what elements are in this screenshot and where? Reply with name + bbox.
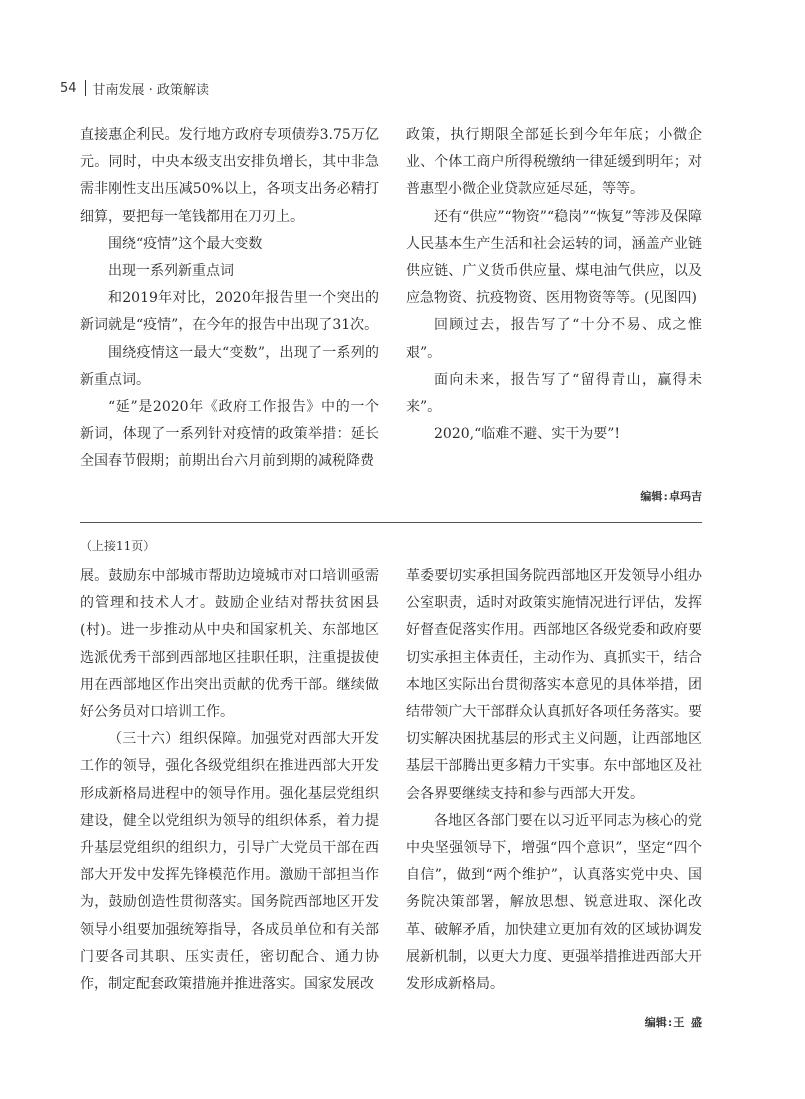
- editor-credit: 编辑:卓玛吉: [640, 490, 702, 503]
- page-header: [60, 78, 209, 98]
- bottom-left-column: [80, 563, 379, 998]
- section-divider: [80, 522, 702, 523]
- editor-credit: 编辑:王 盛: [644, 1016, 702, 1029]
- subheading: 围绕“疫情”这个最大变数: [108, 235, 263, 252]
- top-right-column: [406, 122, 702, 448]
- paragraph: 革委要切实承担国务院西部地区开发领导小组办公室职责，适时对政策实施情况进行评估，发挥好督查促落实作用。西部地区各级党委和政府要切实承担主体责任，主动作为、真抓实干，结合本地区实际出台贯彻落实本意见的具体举措，团结带领广大干部群众认真抓好各项任务落实。要切实解决困扰基层的形式主义问题，让西部地区基层干部腾出更多精力干实事。东中部地区及社会各界要继续支持和参与西部大开发。: [406, 568, 702, 802]
- subheading: 出现一系列新重点词: [108, 263, 234, 280]
- paragraph: 回顾过去，报告写了“十分不易、成之惟艰”。: [406, 317, 702, 361]
- continuation-label: （上接11页）: [80, 539, 156, 553]
- bottom-right-column: [406, 563, 702, 998]
- paragraph: 还有“供应”“物资”“稳岗”“恢复”等涉及保障人民基本生产生活和社会运转的词，涵盖产业链供应链、广义货币供应量、煤电油气供应，以及应急物资、抗疫物资、医用物资等等。(见图四): [406, 208, 702, 307]
- paragraph: 展。鼓励东中部城市帮助边境城市对口培训亟需的管理和技术人才。鼓励企业结对帮扶贫困县(村)。进一步推动从中央和国家机关、东部地区选派优秀干部到西部地区挂职任职，注重提拔使用在西部地区作出突出贡献的优秀干部。继续做好公务员对口培训工作。: [80, 568, 379, 721]
- paragraph: 2020,“临难不避、实干为要”!: [434, 426, 621, 443]
- section-title: 甘南发展 · 政策解读: [92, 82, 209, 98]
- header-divider: [85, 80, 86, 96]
- paragraph: 和2019年对比，2020年报告里一个突出的新词就是“疫情”，在今年的报告中出现了31次。: [80, 290, 379, 334]
- paragraph: 各地区各部门要在以习近平同志为核心的党中央坚强领导下，增强“四个意识”，坚定“四个自信”，做到“两个维护”，认真落实党中央、国务院决策部署，解放思想、锐意进取、深化改革、破解矛盾，加快建立更加有效的区域协调发展新机制，以更大力度、更强举措推进西部大开发形成新格局。: [406, 812, 702, 993]
- paragraph: 直接惠企利民。发行地方政府专项债券3.75万亿元。同时，中央本级支出安排负增长，其中非急需非刚性支出压减50%以上，各项支出务必精打细算，要把每一笔钱都用在刀刃上。: [80, 127, 379, 225]
- top-left-column: [80, 122, 379, 476]
- paragraph: （三十六）组织保障。加强党对西部大开发工作的领导，强化各级党组织在推进西部大开发形成新格局进程中的领导作用。强化基层党组织建设，健全以党组织为领导的组织体系，着力提升基层党组织的组织力，引导广大党员干部在西部大开发中发挥先锋模范作用。激励干部担当作为，鼓励创造性贯彻落实。国务院西部地区开发领导小组要加强统筹指导，各成员单位和有关部门要各司其职、压实责任，密切配合、通力协作，制定配套政策措施并推进落实。国家发展改: [80, 731, 379, 993]
- paragraph: 政策，执行期限全部延长到今年年底；小微企业、个体工商户所得税缴纳一律延缓到明年；对普惠型小微企业贷款应延尽延，等等。: [406, 127, 702, 198]
- paragraph: 面向未来，报告写了“留得青山，赢得未来”。: [406, 371, 702, 416]
- paragraph: 围绕疫情这一最大“变数”，出现了一系列的新重点词。: [80, 344, 379, 388]
- paragraph: “延”是2020年《政府工作报告》中的一个新词，体现了一系列针对疫情的政策举措：延长全国春节假期；前期出台六月前到期的减税降费: [80, 399, 379, 470]
- page-number: 54: [60, 80, 77, 96]
